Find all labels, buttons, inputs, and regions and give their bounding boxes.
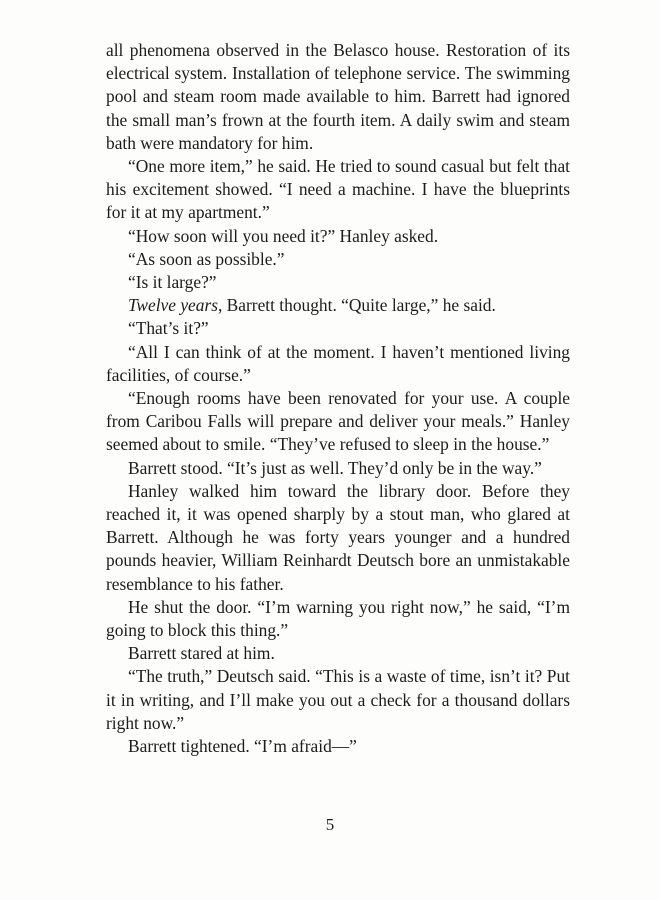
paragraph: Barrett stared at him. xyxy=(128,643,275,664)
paragraph: He shut the door. “I’m warning you right now,” he said, “I’m going to block this thing.” xyxy=(106,596,570,641)
paragraph: Hanley walked him toward the library door. Before they reached it, it was opened sharply by a stout man, who glared at Barrett. Although he was forty years younger and a hundred pounds heavier, William Reinhardt Deutsch bore an unmistakable resemblance to his father. xyxy=(106,480,570,594)
paragraph: “As soon as possible.” xyxy=(128,248,285,269)
paragraph-rest: , Barrett thought. “Quite large,” he said. xyxy=(217,295,496,316)
paragraph: “Enough rooms have been renovated for your use. A couple from Caribou Falls will prepare and deliver your meals.” Hanley seemed about to smile. “They’ve refused to sleep in the house.” xyxy=(106,388,570,455)
paragraph: “How soon will you need it?” Hanley asked. xyxy=(128,225,439,246)
paragraph: “That’s it?” xyxy=(128,318,209,339)
paragraph: Barrett tightened. “I’m afraid—” xyxy=(128,736,357,757)
paragraph: “One more item,” he said. He tried to sound casual but felt that his excitement showed. “I need a machine. I have the blueprints for it at my apartment.” xyxy=(106,156,570,223)
paragraph: Barrett stood. “It’s just as well. They’d only be in the way.” xyxy=(128,457,542,478)
paragraph: all phenomena observed in the Belasco house. Restoration of its electrical system. Installation of telephone service. The swimming pool and steam room made available to him. Barrett had ignored the small man’s frown at the fourth item. A daily swim and steam bath were mandatory for him. xyxy=(106,40,570,153)
paragraph: “The truth,” Deutsch said. “This is a waste of time, isn’t it? Put it in writing, and I’ll make you out a check for a thousand dollars right now.” xyxy=(106,666,570,733)
paragraph: “Is it large?” xyxy=(128,272,217,293)
italic-phrase: Twelve years xyxy=(128,295,218,316)
paragraph xyxy=(106,294,570,317)
page-number: 5 xyxy=(325,815,335,834)
paragraph: “All I can think of at the moment. I haven’t mentioned living facilities, of course.” xyxy=(106,341,570,385)
page-body-text xyxy=(106,39,570,758)
